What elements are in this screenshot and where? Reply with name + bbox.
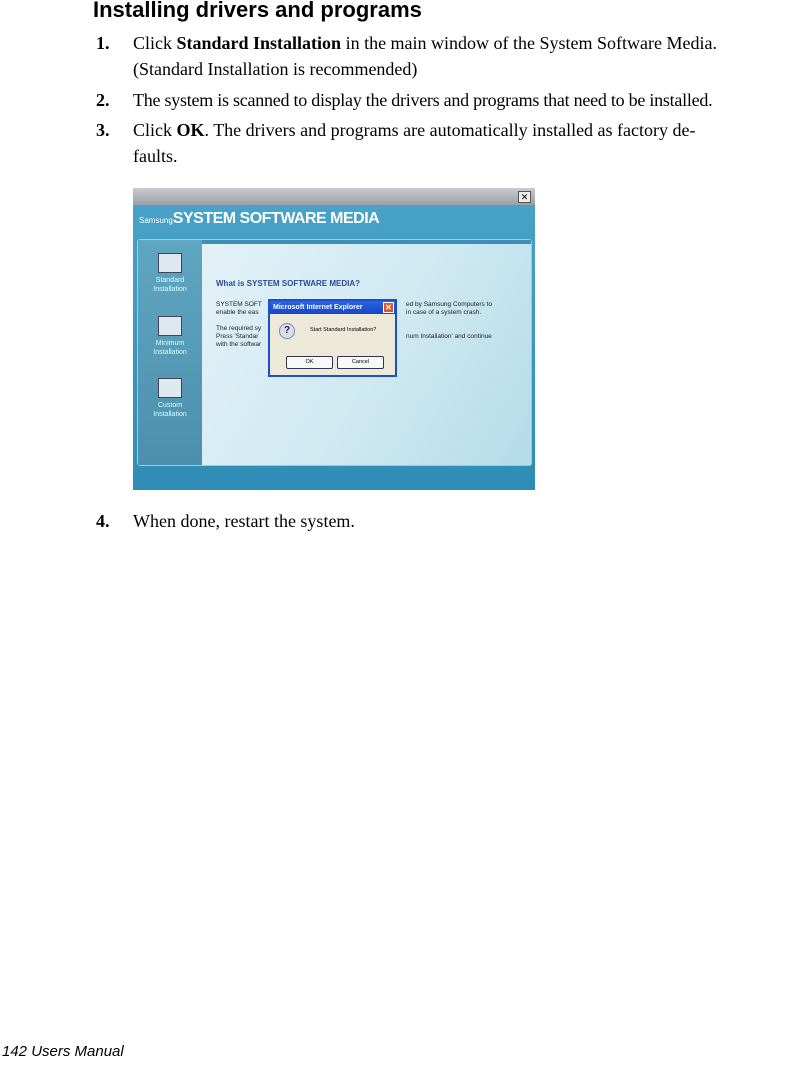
step-text-cont: (Standard Installation is recommended)	[133, 59, 418, 79]
sidebar-item-minimum: Minimum Installation	[138, 316, 202, 357]
content-text: The required sy	[216, 325, 262, 332]
installer-screenshot	[133, 188, 535, 490]
content-text: enable the eas	[216, 309, 259, 316]
content-text: Press 'Standar	[216, 333, 259, 340]
monitor-icon	[158, 253, 182, 273]
content-bar	[202, 240, 531, 244]
step-text: Click OK. The drivers and programs are automatically installed as factory de-	[133, 120, 696, 140]
content-text: in case of a system crash.	[406, 309, 482, 316]
step-text-cont: faults.	[133, 146, 178, 166]
grid-icon	[158, 378, 182, 398]
content-text: ed by Samsung Computers to	[406, 301, 492, 308]
dialog-close-icon[interactable]: ✕	[383, 302, 394, 313]
content-text: with the softwar	[216, 341, 262, 348]
sidebar	[138, 240, 202, 465]
sidebar-item-standard: Standard Installation	[138, 253, 202, 294]
cancel-button[interactable]: Cancel	[337, 356, 384, 369]
dialog-title: Microsoft Internet Explorer ✕	[270, 301, 395, 314]
ok-button[interactable]: OK	[286, 356, 333, 369]
step-number: 4.	[96, 511, 110, 531]
close-icon: ✕	[518, 191, 531, 203]
title-bar	[133, 188, 535, 205]
step-text: The system is scanned to display the drivers and programs that need to be installed.	[133, 90, 713, 110]
step-text: Click Standard Installation in the main window of the System Software Media.	[133, 33, 717, 53]
step-text: When done, restart the system.	[133, 511, 355, 531]
list-icon	[158, 316, 182, 336]
app-logo: SamsungSYSTEM SOFTWARE MEDIA	[139, 210, 380, 227]
step-number: 1.	[96, 33, 110, 53]
page-footer: 142 Users Manual	[2, 1043, 124, 1060]
step-number: 3.	[96, 120, 110, 140]
sidebar-item-custom: Custom Installation	[138, 378, 202, 419]
question-icon: ?	[279, 323, 295, 339]
dialog-message: Start Standard Installation?	[310, 327, 377, 333]
content-text: num Installation' and continue	[406, 333, 492, 340]
step-number: 2.	[96, 90, 110, 110]
section-heading: Installing drivers and programs	[93, 0, 422, 22]
confirm-dialog	[268, 299, 397, 377]
content-text: SYSTEM SOFT	[216, 301, 262, 308]
content-heading: What is SYSTEM SOFTWARE MEDIA?	[216, 279, 361, 288]
